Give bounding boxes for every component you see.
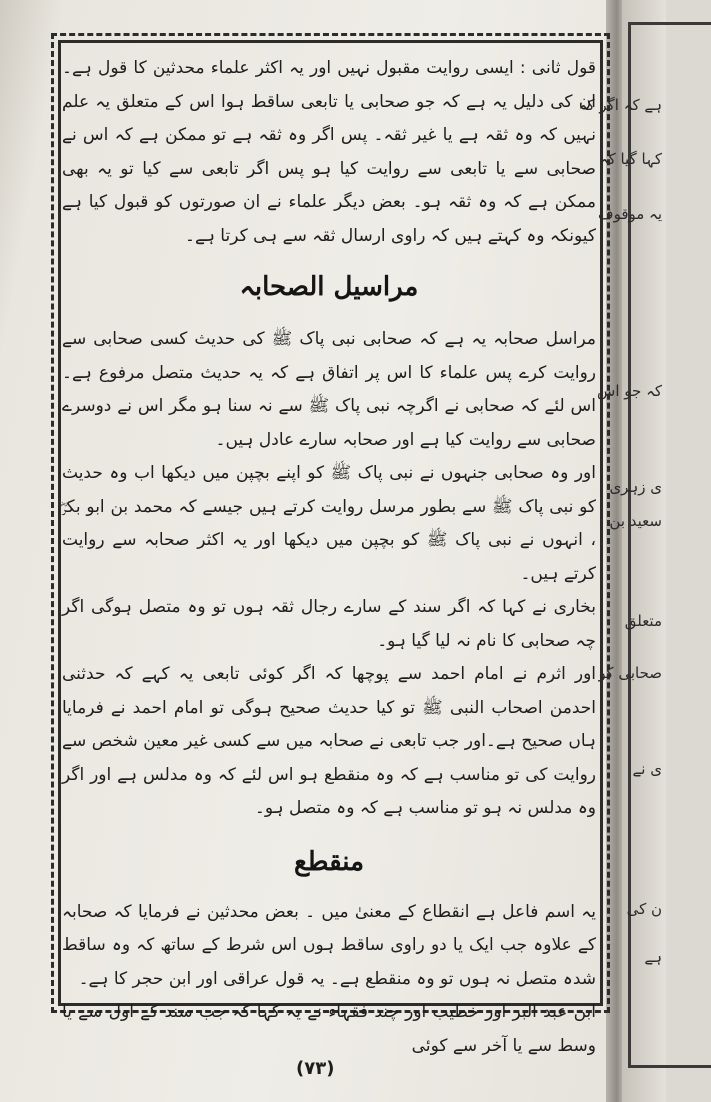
section-heading: منقطع xyxy=(293,846,365,877)
paragraph: اور اثرم نے امام احمد سے پوچھا کہ اگر کوئی تابعی یہ کہے کہ حدثنی احدمن اصحاب النبی ﷺ تو کیا حدیث صحیح ہوگی تو امام احمد نے فرمایا ہاں صحیح ہے۔اور جب تابعی نے صحابہ میں سے کسی غیر معین شخص سے روایت کی تو مناسب ہے کہ وہ منقطع ہو اس لئے کہ وہ مدلس ہے اور اگر وہ مدلس نہ ہو تو مناسب ہے کہ وہ متصل ہو۔ xyxy=(62,664,596,818)
paragraph: قول ثانی : ایسی روایت مقبول نہیں اور یہ اکثر علماء محدثین کا قول ہے۔ان کی دلیل یہ ہے کہ جو صحابی یا تابعی ساقط ہوا اس کے متعلق یہ علم نہیں کہ وہ ثقہ ہے یا غیر ثقہ۔ پس اگر وہ ثقہ ہے تو ممکن ہے کہ اس نے صحابی سے یا تابعی سے روایت کیا ہو پس اگر تابعی سے کیا تو یہ بھی ممکن ہے کہ وہ ثقہ ہو۔ بعض دیگر علماء نے ان صورتوں کو قبول کیا ہے کیونکہ وہ کہتے ہیں کہ راوی ارسال ثقہ سے ہی کرتا ہے۔ xyxy=(62,58,596,246)
adjacent-text: ہے xyxy=(644,948,662,966)
section-heading: مراسیل الصحابہ xyxy=(239,272,419,302)
page-number: (۷۳) xyxy=(296,1058,335,1079)
adjacent-text: ی زہری xyxy=(609,478,662,496)
adjacent-text: ی نے xyxy=(632,760,662,778)
adjacent-page xyxy=(578,0,666,1102)
adjacent-text: متعلق xyxy=(624,612,662,630)
paragraph: مراسل صحابہ یہ ہے کہ صحابی نبی پاک ﷺ کی حدیث کسی صحابی سے روایت کرے پس علماء کا اس پر اتفاق ہے کہ یہ حدیث متصل مرفوع ہے۔اس لئے کہ صحابی نے اگرچہ نبی پاک ﷺ سے نہ سنا ہو مگر اس نے دوسرے صحابی سے روایت کیا ہے اور صحابہ سارے عادل ہیں۔ xyxy=(62,329,596,450)
paragraph: اور وہ صحابی جنہوں نے نبی پاک ﷺ کو اپنے بچپن میں دیکھا اب وہ حدیث کو نبی پاک ﷺ سے بطور مرسل روایت کرتے ہیں جیسے کہ محمد بن ابو بکرؓ ، انہوں نے نبی پاک ﷺ کو بچپن میں دیکھا اور یہ اکثر صحابہ سے روایت کرتے ہیں۔ xyxy=(62,463,596,584)
paragraph: ابن عبد البر اور خطیب اور چند فقہاء نے یہ کہا کہ جب سند کے اول سے یا وسط سے یا آخر سے کوئی xyxy=(62,1002,596,1056)
adjacent-text: ہے کہ اگر کہ xyxy=(578,96,662,114)
adjacent-text: سعید بن xyxy=(609,512,662,530)
adjacent-text: کہا گیا کہ xyxy=(599,150,662,168)
adjacent-text: کہ جو اس xyxy=(597,382,662,400)
page-text xyxy=(62,52,596,1063)
paragraph: یہ اسم فاعل ہے انقطاع کے معنیٰ میں ۔ بعض محدثین نے فرمایا کہ صحابہ کے علاوہ جب ایک یا دو راوی ساقط ہوں اس شرط کے ساتھ کہ وہ ساقط شدہ متصل نہ ہوں تو وہ منقطع ہے۔ یہ قول عراقی اور ابن حجر کا ہے۔ xyxy=(62,901,596,989)
adjacent-text: ن کی xyxy=(626,900,662,918)
adjacent-text: صحابی کو xyxy=(598,664,662,682)
adjacent-text: یہ موقوف xyxy=(598,205,662,223)
paragraph: بخاری نے کہا کہ اگر سند کے سارے رجال ثقہ ہوں تو وہ متصل ہوگی اگر چہ صحابی کا نام نہ لیا گیا ہو۔ xyxy=(62,597,596,651)
